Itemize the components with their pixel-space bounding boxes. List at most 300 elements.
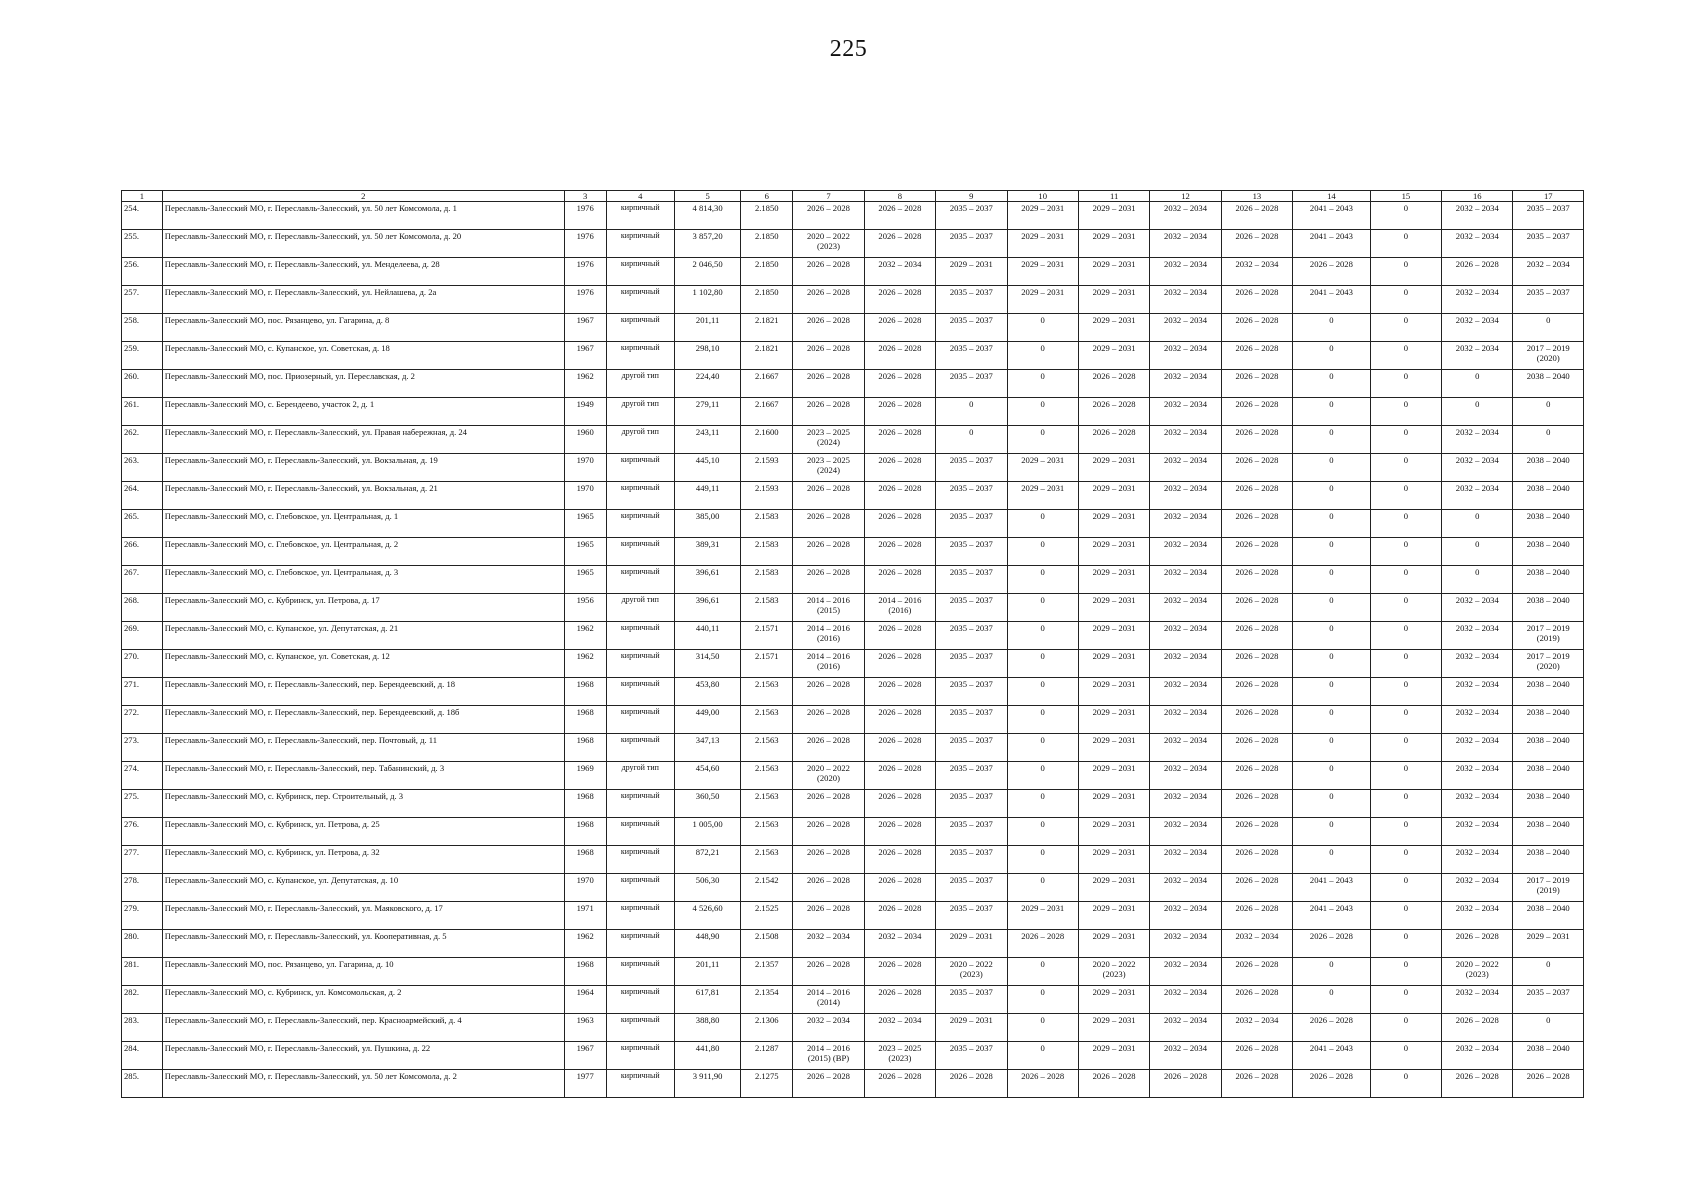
period-cell-col-14: 2041 – 2043 bbox=[1293, 1042, 1371, 1070]
period-cell-col-12: 2032 – 2034 bbox=[1150, 874, 1221, 902]
period-cell-col-9: 2029 – 2031 bbox=[936, 930, 1007, 958]
period-cell-col-13: 2032 – 2034 bbox=[1221, 258, 1292, 286]
address-cell: Переславль-Залесский МО, г. Переславль-Залесский, ул. Вокзальная, д. 19 bbox=[162, 454, 564, 482]
period-cell-col-13: 2026 – 2028 bbox=[1221, 454, 1292, 482]
period-cell-col-10: 2029 – 2031 bbox=[1007, 902, 1078, 930]
index-code-cell: 2.1563 bbox=[741, 706, 793, 734]
index-code-cell: 2.1525 bbox=[741, 902, 793, 930]
period-cell-col-15: 0 bbox=[1370, 650, 1441, 678]
table-row bbox=[122, 622, 1584, 650]
index-code-cell: 2.1593 bbox=[741, 482, 793, 510]
period-cell-col-16: 2032 – 2034 bbox=[1442, 986, 1513, 1014]
period-cell-col-17: 2035 – 2037 bbox=[1513, 202, 1584, 230]
period-cell-col-10: 0 bbox=[1007, 426, 1078, 454]
period-cell-col-11: 2029 – 2031 bbox=[1078, 510, 1149, 538]
period-cell-col-8: 2026 – 2028 bbox=[864, 762, 935, 790]
period-cell-col-8: 2026 – 2028 bbox=[864, 202, 935, 230]
table-row bbox=[122, 370, 1584, 398]
period-cell-col-11: 2029 – 2031 bbox=[1078, 258, 1149, 286]
period-cell-col-8: 2032 – 2034 bbox=[864, 930, 935, 958]
column-header-9: 9 bbox=[936, 191, 1007, 202]
wall-material-cell: другой тип bbox=[606, 398, 674, 426]
row-number: 280. bbox=[122, 930, 163, 958]
year-cell: 1962 bbox=[564, 370, 606, 398]
period-cell-col-10: 0 bbox=[1007, 790, 1078, 818]
period-cell-col-17: 2032 – 2034 bbox=[1513, 258, 1584, 286]
table-row bbox=[122, 846, 1584, 874]
period-cell-col-15: 0 bbox=[1370, 678, 1441, 706]
address-cell: Переславль-Залесский МО, г. Переславль-Залесский, ул. Вокзальная, д. 21 bbox=[162, 482, 564, 510]
year-cell: 1970 bbox=[564, 874, 606, 902]
period-cell-col-14: 0 bbox=[1293, 846, 1371, 874]
period-cell-col-9: 2020 – 2022 (2023) bbox=[936, 958, 1007, 986]
period-cell-col-7: 2023 – 2025 (2024) bbox=[793, 454, 864, 482]
period-cell-col-17: 2029 – 2031 bbox=[1513, 930, 1584, 958]
year-cell: 1967 bbox=[564, 1042, 606, 1070]
table-row bbox=[122, 454, 1584, 482]
period-cell-col-11: 2026 – 2028 bbox=[1078, 1070, 1149, 1098]
address-cell: Переславль-Залесский МО, с. Купанское, ул. Депутатская, д. 10 bbox=[162, 874, 564, 902]
period-cell-col-15: 0 bbox=[1370, 594, 1441, 622]
period-cell-col-10: 2029 – 2031 bbox=[1007, 230, 1078, 258]
index-code-cell: 2.1563 bbox=[741, 762, 793, 790]
period-cell-col-9: 2035 – 2037 bbox=[936, 818, 1007, 846]
index-code-cell: 2.1850 bbox=[741, 286, 793, 314]
address-cell: Переславль-Залесский МО, с. Кубринск, ул. Петрова, д. 17 bbox=[162, 594, 564, 622]
period-cell-col-8: 2026 – 2028 bbox=[864, 426, 935, 454]
period-cell-col-8: 2032 – 2034 bbox=[864, 1014, 935, 1042]
wall-material-cell: кирпичный bbox=[606, 986, 674, 1014]
period-cell-col-12: 2032 – 2034 bbox=[1150, 398, 1221, 426]
period-cell-col-11: 2026 – 2028 bbox=[1078, 370, 1149, 398]
period-cell-col-15: 0 bbox=[1370, 454, 1441, 482]
wall-material-cell: кирпичный bbox=[606, 538, 674, 566]
period-cell-col-14: 0 bbox=[1293, 622, 1371, 650]
period-cell-col-14: 0 bbox=[1293, 594, 1371, 622]
period-cell-col-14: 2026 – 2028 bbox=[1293, 930, 1371, 958]
wall-material-cell: кирпичный bbox=[606, 650, 674, 678]
period-cell-col-12: 2032 – 2034 bbox=[1150, 370, 1221, 398]
area-cell: 440,11 bbox=[674, 622, 740, 650]
period-cell-col-12: 2032 – 2034 bbox=[1150, 902, 1221, 930]
period-cell-col-16: 0 bbox=[1442, 566, 1513, 594]
area-cell: 449,00 bbox=[674, 706, 740, 734]
period-cell-col-17: 2038 – 2040 bbox=[1513, 706, 1584, 734]
period-cell-col-13: 2026 – 2028 bbox=[1221, 706, 1292, 734]
address-cell: Переславль-Залесский МО, с. Кубринск, ул. Петрова, д. 32 bbox=[162, 846, 564, 874]
period-cell-col-11: 2026 – 2028 bbox=[1078, 398, 1149, 426]
period-cell-col-16: 2032 – 2034 bbox=[1442, 426, 1513, 454]
column-header-16: 16 bbox=[1442, 191, 1513, 202]
period-cell-col-14: 0 bbox=[1293, 790, 1371, 818]
period-cell-col-14: 0 bbox=[1293, 314, 1371, 342]
period-cell-col-10: 0 bbox=[1007, 594, 1078, 622]
column-header-5: 5 bbox=[674, 191, 740, 202]
period-cell-col-11: 2029 – 2031 bbox=[1078, 594, 1149, 622]
address-cell: Переславль-Залесский МО, г. Переславль-Залесский, ул. Правая набережная, д. 24 bbox=[162, 426, 564, 454]
row-number: 276. bbox=[122, 818, 163, 846]
area-cell: 1 102,80 bbox=[674, 286, 740, 314]
period-cell-col-16: 2032 – 2034 bbox=[1442, 342, 1513, 370]
period-cell-col-14: 0 bbox=[1293, 538, 1371, 566]
period-cell-col-8: 2026 – 2028 bbox=[864, 706, 935, 734]
period-cell-col-15: 0 bbox=[1370, 930, 1441, 958]
period-cell-col-9: 2035 – 2037 bbox=[936, 230, 1007, 258]
period-cell-col-7: 2026 – 2028 bbox=[793, 678, 864, 706]
period-cell-col-9: 2035 – 2037 bbox=[936, 902, 1007, 930]
period-cell-col-11: 2029 – 2031 bbox=[1078, 874, 1149, 902]
period-cell-col-12: 2032 – 2034 bbox=[1150, 202, 1221, 230]
index-code-cell: 2.1508 bbox=[741, 930, 793, 958]
address-cell: Переславль-Залесский МО, с. Кубринск, ул. Комсомольская, д. 2 bbox=[162, 986, 564, 1014]
period-cell-col-11: 2029 – 2031 bbox=[1078, 902, 1149, 930]
row-number: 263. bbox=[122, 454, 163, 482]
column-header-17: 17 bbox=[1513, 191, 1584, 202]
period-cell-col-15: 0 bbox=[1370, 398, 1441, 426]
area-cell: 454,60 bbox=[674, 762, 740, 790]
address-cell: Переславль-Залесский МО, г. Переславль-Залесский, пер. Берендеевский, д. 18б bbox=[162, 706, 564, 734]
period-cell-col-8: 2026 – 2028 bbox=[864, 314, 935, 342]
period-cell-col-9: 2035 – 2037 bbox=[936, 538, 1007, 566]
period-cell-col-7: 2014 – 2016 (2014) bbox=[793, 986, 864, 1014]
period-cell-col-14: 0 bbox=[1293, 566, 1371, 594]
year-cell: 1963 bbox=[564, 1014, 606, 1042]
period-cell-col-8: 2026 – 2028 bbox=[864, 622, 935, 650]
year-cell: 1956 bbox=[564, 594, 606, 622]
area-cell: 617,81 bbox=[674, 986, 740, 1014]
column-number-row bbox=[122, 191, 1584, 202]
row-number: 259. bbox=[122, 342, 163, 370]
area-cell: 453,80 bbox=[674, 678, 740, 706]
period-cell-col-16: 2032 – 2034 bbox=[1442, 678, 1513, 706]
period-cell-col-13: 2026 – 2028 bbox=[1221, 846, 1292, 874]
area-cell: 298,10 bbox=[674, 342, 740, 370]
year-cell: 1970 bbox=[564, 482, 606, 510]
period-cell-col-11: 2029 – 2031 bbox=[1078, 314, 1149, 342]
period-cell-col-12: 2032 – 2034 bbox=[1150, 594, 1221, 622]
period-cell-col-17: 2038 – 2040 bbox=[1513, 762, 1584, 790]
period-cell-col-10: 2026 – 2028 bbox=[1007, 930, 1078, 958]
address-cell: Переславль-Залесский МО, г. Переславль-Залесский, ул. Менделеева, д. 28 bbox=[162, 258, 564, 286]
row-number: 271. bbox=[122, 678, 163, 706]
wall-material-cell: кирпичный bbox=[606, 622, 674, 650]
period-cell-col-17: 2038 – 2040 bbox=[1513, 790, 1584, 818]
period-cell-col-12: 2032 – 2034 bbox=[1150, 958, 1221, 986]
row-number: 269. bbox=[122, 622, 163, 650]
table-row bbox=[122, 398, 1584, 426]
period-cell-col-13: 2026 – 2028 bbox=[1221, 202, 1292, 230]
period-cell-col-14: 2041 – 2043 bbox=[1293, 874, 1371, 902]
period-cell-col-7: 2026 – 2028 bbox=[793, 314, 864, 342]
period-cell-col-10: 0 bbox=[1007, 342, 1078, 370]
period-cell-col-13: 2032 – 2034 bbox=[1221, 930, 1292, 958]
period-cell-col-16: 2020 – 2022 (2023) bbox=[1442, 958, 1513, 986]
table-row bbox=[122, 1042, 1584, 1070]
period-cell-col-7: 2026 – 2028 bbox=[793, 398, 864, 426]
period-cell-col-12: 2032 – 2034 bbox=[1150, 482, 1221, 510]
period-cell-col-10: 0 bbox=[1007, 650, 1078, 678]
row-number: 264. bbox=[122, 482, 163, 510]
period-cell-col-10: 0 bbox=[1007, 678, 1078, 706]
period-cell-col-11: 2029 – 2031 bbox=[1078, 846, 1149, 874]
year-cell: 1976 bbox=[564, 230, 606, 258]
period-cell-col-16: 2032 – 2034 bbox=[1442, 202, 1513, 230]
period-cell-col-7: 2014 – 2016 (2015) bbox=[793, 594, 864, 622]
table-row bbox=[122, 342, 1584, 370]
period-cell-col-14: 0 bbox=[1293, 706, 1371, 734]
period-cell-col-16: 2032 – 2034 bbox=[1442, 454, 1513, 482]
housing-registry-table bbox=[121, 190, 1584, 1098]
wall-material-cell: кирпичный bbox=[606, 1070, 674, 1098]
period-cell-col-17: 2038 – 2040 bbox=[1513, 454, 1584, 482]
period-cell-col-11: 2029 – 2031 bbox=[1078, 1014, 1149, 1042]
index-code-cell: 2.1571 bbox=[741, 622, 793, 650]
address-cell: Переславль-Залесский МО, г. Переславль-Залесский, ул. Пушкина, д. 22 bbox=[162, 1042, 564, 1070]
row-number: 278. bbox=[122, 874, 163, 902]
period-cell-col-17: 2035 – 2037 bbox=[1513, 286, 1584, 314]
year-cell: 1965 bbox=[564, 538, 606, 566]
address-cell: Переславль-Залесский МО, пос. Рязанцево, ул. Гагарина, д. 10 bbox=[162, 958, 564, 986]
wall-material-cell: кирпичный bbox=[606, 818, 674, 846]
period-cell-col-7: 2026 – 2028 bbox=[793, 258, 864, 286]
area-cell: 445,10 bbox=[674, 454, 740, 482]
table-row bbox=[122, 538, 1584, 566]
period-cell-col-16: 2032 – 2034 bbox=[1442, 1042, 1513, 1070]
period-cell-col-7: 2026 – 2028 bbox=[793, 902, 864, 930]
period-cell-col-14: 0 bbox=[1293, 762, 1371, 790]
period-cell-col-17: 2038 – 2040 bbox=[1513, 482, 1584, 510]
period-cell-col-14: 0 bbox=[1293, 482, 1371, 510]
period-cell-col-16: 2032 – 2034 bbox=[1442, 314, 1513, 342]
table-row bbox=[122, 258, 1584, 286]
wall-material-cell: кирпичный bbox=[606, 258, 674, 286]
period-cell-col-15: 0 bbox=[1370, 286, 1441, 314]
period-cell-col-17: 2026 – 2028 bbox=[1513, 1070, 1584, 1098]
address-cell: Переславль-Залесский МО, г. Переславль-Залесский, ул. Нейлашева, д. 2а bbox=[162, 286, 564, 314]
period-cell-col-10: 0 bbox=[1007, 622, 1078, 650]
wall-material-cell: кирпичный bbox=[606, 342, 674, 370]
address-cell: Переславль-Залесский МО, с. Купанское, ул. Советская, д. 12 bbox=[162, 650, 564, 678]
year-cell: 1962 bbox=[564, 650, 606, 678]
period-cell-col-14: 0 bbox=[1293, 370, 1371, 398]
table-row bbox=[122, 510, 1584, 538]
period-cell-col-10: 0 bbox=[1007, 958, 1078, 986]
period-cell-col-11: 2029 – 2031 bbox=[1078, 342, 1149, 370]
period-cell-col-13: 2026 – 2028 bbox=[1221, 230, 1292, 258]
period-cell-col-11: 2029 – 2031 bbox=[1078, 650, 1149, 678]
period-cell-col-12: 2032 – 2034 bbox=[1150, 538, 1221, 566]
period-cell-col-13: 2026 – 2028 bbox=[1221, 370, 1292, 398]
table-row bbox=[122, 986, 1584, 1014]
period-cell-col-17: 2017 – 2019 (2019) bbox=[1513, 874, 1584, 902]
index-code-cell: 2.1583 bbox=[741, 566, 793, 594]
period-cell-col-9: 2035 – 2037 bbox=[936, 734, 1007, 762]
period-cell-col-17: 2038 – 2040 bbox=[1513, 818, 1584, 846]
area-cell: 385,00 bbox=[674, 510, 740, 538]
table-row bbox=[122, 678, 1584, 706]
wall-material-cell: кирпичный bbox=[606, 202, 674, 230]
area-cell: 448,90 bbox=[674, 930, 740, 958]
period-cell-col-12: 2032 – 2034 bbox=[1150, 286, 1221, 314]
wall-material-cell: кирпичный bbox=[606, 734, 674, 762]
year-cell: 1967 bbox=[564, 314, 606, 342]
period-cell-col-8: 2026 – 2028 bbox=[864, 986, 935, 1014]
column-header-15: 15 bbox=[1370, 191, 1441, 202]
address-cell: Переславль-Залесский МО, с. Кубринск, ул. Петрова, д. 25 bbox=[162, 818, 564, 846]
index-code-cell: 2.1850 bbox=[741, 230, 793, 258]
period-cell-col-15: 0 bbox=[1370, 1042, 1441, 1070]
index-code-cell: 2.1583 bbox=[741, 510, 793, 538]
period-cell-col-13: 2026 – 2028 bbox=[1221, 482, 1292, 510]
period-cell-col-10: 0 bbox=[1007, 874, 1078, 902]
address-cell: Переславль-Залесский МО, с. Глебовское, ул. Центральная, д. 1 bbox=[162, 510, 564, 538]
period-cell-col-14: 0 bbox=[1293, 818, 1371, 846]
period-cell-col-14: 2041 – 2043 bbox=[1293, 202, 1371, 230]
wall-material-cell: кирпичный bbox=[606, 454, 674, 482]
row-number: 281. bbox=[122, 958, 163, 986]
index-code-cell: 2.1821 bbox=[741, 342, 793, 370]
year-cell: 1968 bbox=[564, 678, 606, 706]
row-number: 282. bbox=[122, 986, 163, 1014]
table-row bbox=[122, 650, 1584, 678]
period-cell-col-13: 2026 – 2028 bbox=[1221, 1042, 1292, 1070]
period-cell-col-16: 2032 – 2034 bbox=[1442, 846, 1513, 874]
row-number: 266. bbox=[122, 538, 163, 566]
period-cell-col-12: 2032 – 2034 bbox=[1150, 678, 1221, 706]
period-cell-col-10: 2029 – 2031 bbox=[1007, 286, 1078, 314]
period-cell-col-8: 2026 – 2028 bbox=[864, 230, 935, 258]
year-cell: 1970 bbox=[564, 454, 606, 482]
row-number: 274. bbox=[122, 762, 163, 790]
period-cell-col-10: 0 bbox=[1007, 762, 1078, 790]
wall-material-cell: другой тип bbox=[606, 370, 674, 398]
period-cell-col-9: 2035 – 2037 bbox=[936, 678, 1007, 706]
period-cell-col-13: 2026 – 2028 bbox=[1221, 650, 1292, 678]
area-cell: 279,11 bbox=[674, 398, 740, 426]
period-cell-col-16: 2032 – 2034 bbox=[1442, 230, 1513, 258]
period-cell-col-9: 2035 – 2037 bbox=[936, 482, 1007, 510]
period-cell-col-14: 0 bbox=[1293, 650, 1371, 678]
wall-material-cell: кирпичный bbox=[606, 314, 674, 342]
period-cell-col-13: 2026 – 2028 bbox=[1221, 790, 1292, 818]
column-header-12: 12 bbox=[1150, 191, 1221, 202]
period-cell-col-10: 0 bbox=[1007, 846, 1078, 874]
period-cell-col-9: 0 bbox=[936, 398, 1007, 426]
year-cell: 1971 bbox=[564, 902, 606, 930]
period-cell-col-16: 2026 – 2028 bbox=[1442, 258, 1513, 286]
period-cell-col-13: 2026 – 2028 bbox=[1221, 342, 1292, 370]
wall-material-cell: кирпичный bbox=[606, 230, 674, 258]
period-cell-col-9: 2035 – 2037 bbox=[936, 370, 1007, 398]
row-number: 257. bbox=[122, 286, 163, 314]
area-cell: 224,40 bbox=[674, 370, 740, 398]
index-code-cell: 2.1583 bbox=[741, 538, 793, 566]
period-cell-col-15: 0 bbox=[1370, 762, 1441, 790]
period-cell-col-10: 2026 – 2028 bbox=[1007, 1070, 1078, 1098]
year-cell: 1949 bbox=[564, 398, 606, 426]
period-cell-col-12: 2032 – 2034 bbox=[1150, 230, 1221, 258]
period-cell-col-15: 0 bbox=[1370, 510, 1441, 538]
period-cell-col-11: 2029 – 2031 bbox=[1078, 930, 1149, 958]
table-row bbox=[122, 874, 1584, 902]
period-cell-col-14: 2026 – 2028 bbox=[1293, 1014, 1371, 1042]
period-cell-col-15: 0 bbox=[1370, 230, 1441, 258]
period-cell-col-13: 2026 – 2028 bbox=[1221, 286, 1292, 314]
period-cell-col-11: 2029 – 2031 bbox=[1078, 286, 1149, 314]
period-cell-col-12: 2032 – 2034 bbox=[1150, 1042, 1221, 1070]
period-cell-col-16: 2032 – 2034 bbox=[1442, 286, 1513, 314]
table-row bbox=[122, 818, 1584, 846]
column-header-8: 8 bbox=[864, 191, 935, 202]
year-cell: 1962 bbox=[564, 622, 606, 650]
period-cell-col-16: 0 bbox=[1442, 510, 1513, 538]
period-cell-col-13: 2026 – 2028 bbox=[1221, 734, 1292, 762]
year-cell: 1968 bbox=[564, 790, 606, 818]
column-header-14: 14 bbox=[1293, 191, 1371, 202]
wall-material-cell: кирпичный bbox=[606, 930, 674, 958]
index-code-cell: 2.1667 bbox=[741, 370, 793, 398]
period-cell-col-17: 2038 – 2040 bbox=[1513, 1042, 1584, 1070]
period-cell-col-16: 0 bbox=[1442, 370, 1513, 398]
period-cell-col-9: 2035 – 2037 bbox=[936, 594, 1007, 622]
period-cell-col-16: 2032 – 2034 bbox=[1442, 734, 1513, 762]
wall-material-cell: кирпичный bbox=[606, 1042, 674, 1070]
area-cell: 1 005,00 bbox=[674, 818, 740, 846]
period-cell-col-12: 2032 – 2034 bbox=[1150, 846, 1221, 874]
period-cell-col-16: 2032 – 2034 bbox=[1442, 818, 1513, 846]
period-cell-col-15: 0 bbox=[1370, 734, 1441, 762]
table-row bbox=[122, 314, 1584, 342]
address-cell: Переславль-Залесский МО, г. Переславль-Залесский, ул. 50 лет Комсомола, д. 1 bbox=[162, 202, 564, 230]
year-cell: 1968 bbox=[564, 958, 606, 986]
year-cell: 1965 bbox=[564, 566, 606, 594]
period-cell-col-17: 2038 – 2040 bbox=[1513, 566, 1584, 594]
period-cell-col-11: 2026 – 2028 bbox=[1078, 426, 1149, 454]
row-number: 285. bbox=[122, 1070, 163, 1098]
index-code-cell: 2.1667 bbox=[741, 398, 793, 426]
period-cell-col-12: 2026 – 2028 bbox=[1150, 1070, 1221, 1098]
period-cell-col-16: 2026 – 2028 bbox=[1442, 1070, 1513, 1098]
period-cell-col-13: 2026 – 2028 bbox=[1221, 510, 1292, 538]
index-code-cell: 2.1563 bbox=[741, 678, 793, 706]
address-cell: Переславль-Залесский МО, г. Переславль-Залесский, пер. Берендеевский, д. 18 bbox=[162, 678, 564, 706]
period-cell-col-9: 2035 – 2037 bbox=[936, 790, 1007, 818]
period-cell-col-16: 2032 – 2034 bbox=[1442, 874, 1513, 902]
period-cell-col-11: 2029 – 2031 bbox=[1078, 454, 1149, 482]
year-cell: 1977 bbox=[564, 1070, 606, 1098]
period-cell-col-8: 2026 – 2028 bbox=[864, 678, 935, 706]
period-cell-col-16: 2032 – 2034 bbox=[1442, 622, 1513, 650]
period-cell-col-16: 2032 – 2034 bbox=[1442, 902, 1513, 930]
table-row bbox=[122, 930, 1584, 958]
table-row bbox=[122, 426, 1584, 454]
period-cell-col-8: 2026 – 2028 bbox=[864, 566, 935, 594]
area-cell: 201,11 bbox=[674, 314, 740, 342]
period-cell-col-16: 2032 – 2034 bbox=[1442, 594, 1513, 622]
period-cell-col-17: 2038 – 2040 bbox=[1513, 734, 1584, 762]
period-cell-col-17: 2038 – 2040 bbox=[1513, 538, 1584, 566]
table-row bbox=[122, 566, 1584, 594]
table-row bbox=[122, 790, 1584, 818]
area-cell: 396,61 bbox=[674, 594, 740, 622]
row-number: 275. bbox=[122, 790, 163, 818]
period-cell-col-9: 2035 – 2037 bbox=[936, 454, 1007, 482]
period-cell-col-10: 0 bbox=[1007, 314, 1078, 342]
area-cell: 314,50 bbox=[674, 650, 740, 678]
period-cell-col-17: 2038 – 2040 bbox=[1513, 370, 1584, 398]
year-cell: 1976 bbox=[564, 202, 606, 230]
period-cell-col-16: 2032 – 2034 bbox=[1442, 706, 1513, 734]
